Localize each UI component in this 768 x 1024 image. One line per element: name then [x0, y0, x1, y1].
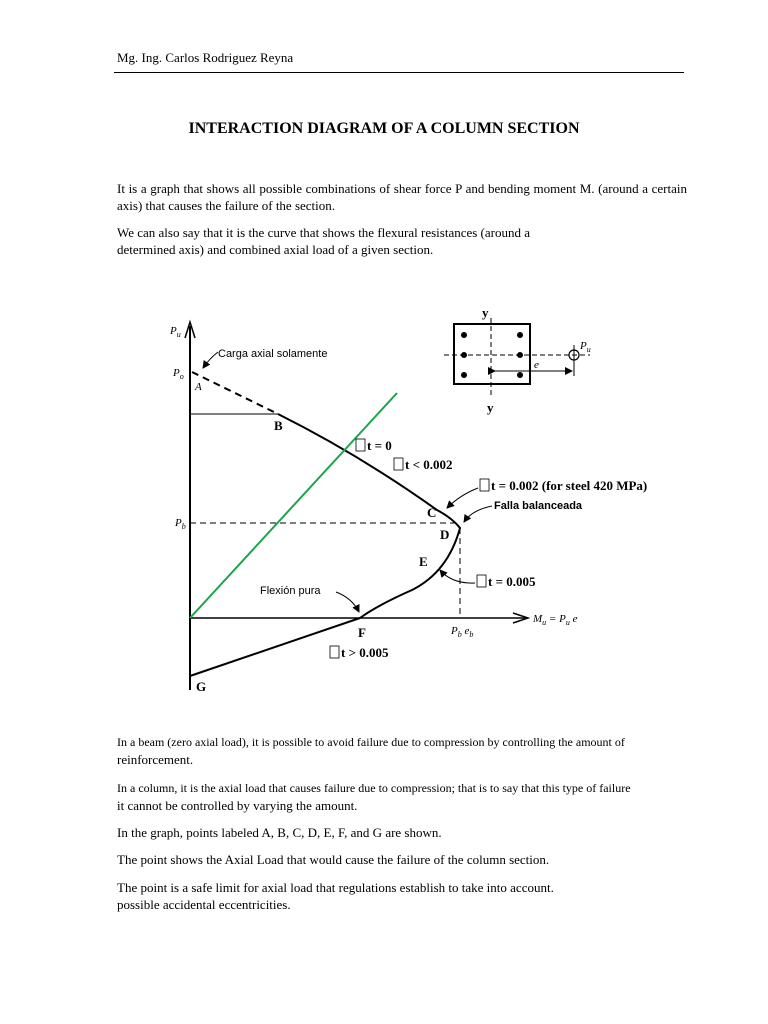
section-e-label: e: [534, 359, 539, 371]
rebar-3: [461, 352, 467, 358]
body-paragraph-7-line-1: The point is a safe limit for axial load that regulations establish to take into account.: [117, 880, 554, 895]
strain-label-t0: [356, 438, 392, 453]
intro-paragraph-2-line-2: determined axis) and combined axial load of a given section.: [117, 242, 434, 257]
point-label-c: C: [427, 505, 437, 520]
arrow-strain-eq: [447, 488, 478, 508]
label-carga-axial: Carga axial solamente: [218, 348, 328, 360]
body-paragraph-4: [117, 779, 687, 814]
svg-text:t = 0.002 (for steel 420 MPa): t = 0.002 (for steel 420 MPa): [491, 478, 648, 493]
curve-dashed-ab: [192, 372, 278, 414]
rebar-1: [461, 332, 467, 338]
axis-y-label: $P_u$: [170, 325, 181, 339]
point-label-b: B: [274, 418, 283, 433]
body-paragraph-4-line-1: In a column, it is the axial load that causes failure due to compression; that is to say that this type of failure: [117, 781, 631, 795]
body-paragraph-6: The point shows the Axial Load that would cause the failure of the column section.: [117, 852, 550, 867]
body-paragraph-3: [117, 734, 687, 769]
strain-label-lt: [394, 457, 453, 472]
arrow-strain-005: [440, 570, 475, 583]
strain-label-eq: [480, 478, 647, 493]
label-flexion-pura: Flexión pura: [260, 585, 321, 597]
arrow-flexion-pura: [336, 592, 359, 612]
intro-paragraph-2-line-1: We can also say that it is the curve that shows the flexural resistances (around a: [117, 225, 531, 240]
body-paragraph-7: [117, 879, 687, 913]
svg-text:t < 0.002: t < 0.002: [405, 457, 453, 472]
svg-text:t = 0: t = 0: [367, 438, 392, 453]
column-section-inset: [444, 305, 591, 415]
body-paragraph-5: In the graph, points labeled A, B, C, D, E, F, and G are shown.: [117, 825, 442, 840]
body-paragraph-7-line-2: possible accidental eccentricities.: [117, 897, 291, 912]
section-y-top: y: [482, 305, 489, 320]
body-paragraph-4-line-2: it cannot be controlled by varying the amount.: [117, 798, 358, 813]
pbeb-label: $P_b$ $e_b$: [451, 625, 474, 639]
body-paragraph-3-line-1: In a beam (zero axial load), it is possible to avoid failure due to compression by controlling the amount of: [117, 735, 625, 749]
point-label-g: G: [196, 679, 207, 694]
point-label-d: D: [440, 527, 450, 542]
author-header: Mg. Ing. Carlos Rodriguez Reyna: [117, 50, 294, 65]
body-paragraph-3-line-2: reinforcement.: [117, 752, 194, 767]
svg-text:t > 0.005: t > 0.005: [341, 645, 389, 660]
rebar-2: [517, 332, 523, 338]
point-label-e: E: [419, 554, 428, 569]
rebar-5: [461, 372, 467, 378]
rebar-6: [517, 372, 523, 378]
po-label: $P_o$: [173, 367, 184, 381]
curve-fg: [190, 618, 360, 676]
axis-x-label: $M_u = P_u$ e: [533, 613, 578, 627]
arrow-falla-balanceada: [464, 506, 492, 522]
arrow-carga-axial: [203, 352, 218, 368]
intro-paragraph-1: It is a graph that shows all possible combinations of shear force P and bending moment M. (around a certain axis) that causes the failure of the section.: [117, 181, 687, 213]
strain-label-005: [477, 574, 536, 589]
pb-label: $P_b$: [175, 517, 186, 531]
section-y-bottom: y: [487, 400, 494, 415]
label-falla-balanceada: Falla balanceada: [494, 500, 583, 512]
svg-text:t = 0.005: t = 0.005: [488, 574, 536, 589]
point-label-f: F: [358, 625, 366, 640]
strain-label-gt: [330, 645, 389, 660]
section-pu-label: $P_u$: [580, 340, 591, 354]
rebar-4: [517, 352, 523, 358]
page-title: INTERACTION DIAGRAM OF A COLUMN SECTION: [188, 120, 580, 137]
point-label-a: A: [195, 381, 202, 393]
